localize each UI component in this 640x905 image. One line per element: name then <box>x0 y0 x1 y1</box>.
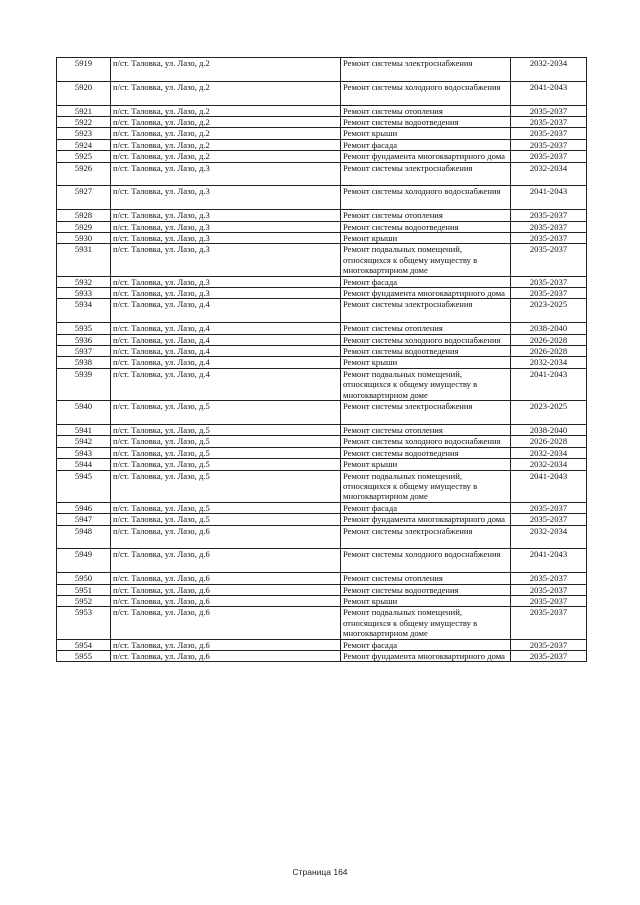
table-row <box>57 162 587 186</box>
row-number-cell: 5934 <box>57 299 111 323</box>
table-row <box>57 276 587 287</box>
address-cell: п/ст. Таловка, ул. Лазо, д.5 <box>111 502 341 513</box>
address-cell: п/ст. Таловка, ул. Лазо, д.4 <box>111 323 341 334</box>
address-cell: п/ст. Таловка, ул. Лазо, д.5 <box>111 459 341 470</box>
repair-schedule-table <box>56 57 587 662</box>
table-row <box>57 424 587 435</box>
row-number-cell: 5955 <box>57 651 111 662</box>
row-number-cell: 5940 <box>57 401 111 425</box>
period-cell: 2035-2037 <box>511 128 587 139</box>
page-number: Страница 164 <box>292 867 348 877</box>
table-row <box>57 514 587 525</box>
address-cell: п/ст. Таловка, ул. Лазо, д.2 <box>111 58 341 82</box>
period-cell: 2041-2043 <box>511 549 587 573</box>
period-cell: 2035-2037 <box>511 139 587 150</box>
row-number-cell: 5954 <box>57 639 111 650</box>
period-cell: 2035-2037 <box>511 584 587 595</box>
address-cell: п/ст. Таловка, ул. Лазо, д.5 <box>111 424 341 435</box>
work-type-cell: Ремонт системы водоотведения <box>341 346 511 357</box>
period-cell: 2035-2037 <box>511 233 587 244</box>
table-row <box>57 651 587 662</box>
work-type-cell: Ремонт системы отопления <box>341 323 511 334</box>
table-row <box>57 549 587 573</box>
row-number-cell: 5936 <box>57 334 111 345</box>
period-cell: 2032-2034 <box>511 162 587 186</box>
row-number-cell: 5938 <box>57 357 111 368</box>
table-row <box>57 607 587 639</box>
work-type-cell: Ремонт крыши <box>341 233 511 244</box>
period-cell: 2035-2037 <box>511 117 587 128</box>
row-number-cell: 5927 <box>57 186 111 210</box>
period-cell: 2035-2037 <box>511 276 587 287</box>
work-type-cell: Ремонт системы отопления <box>341 573 511 584</box>
address-cell: п/ст. Таловка, ул. Лазо, д.3 <box>111 244 341 276</box>
row-number-cell: 5931 <box>57 244 111 276</box>
address-cell: п/ст. Таловка, ул. Лазо, д.6 <box>111 525 341 549</box>
work-type-cell: Ремонт системы электроснабжения <box>341 401 511 425</box>
row-number-cell: 5945 <box>57 470 111 502</box>
address-cell: п/ст. Таловка, ул. Лазо, д.5 <box>111 470 341 502</box>
table-row <box>57 151 587 162</box>
address-cell: п/ст. Таловка, ул. Лазо, д.2 <box>111 105 341 116</box>
table-row <box>57 117 587 128</box>
work-type-cell: Ремонт системы водоотведения <box>341 117 511 128</box>
work-type-cell: Ремонт системы водоотведения <box>341 447 511 458</box>
period-cell: 2035-2037 <box>511 502 587 513</box>
row-number-cell: 5944 <box>57 459 111 470</box>
period-cell: 2035-2037 <box>511 514 587 525</box>
period-cell: 2026-2028 <box>511 334 587 345</box>
table-row <box>57 639 587 650</box>
period-cell: 2023-2025 <box>511 299 587 323</box>
address-cell: п/ст. Таловка, ул. Лазо, д.2 <box>111 117 341 128</box>
period-cell: 2032-2034 <box>511 357 587 368</box>
address-cell: п/ст. Таловка, ул. Лазо, д.5 <box>111 401 341 425</box>
address-cell: п/ст. Таловка, ул. Лазо, д.6 <box>111 549 341 573</box>
table-row <box>57 346 587 357</box>
period-cell: 2035-2037 <box>511 573 587 584</box>
period-cell: 2035-2037 <box>511 595 587 606</box>
work-type-cell: Ремонт системы холодного водоснабжения <box>341 334 511 345</box>
period-cell: 2035-2037 <box>511 210 587 221</box>
table-row <box>57 139 587 150</box>
row-number-cell: 5926 <box>57 162 111 186</box>
work-type-cell: Ремонт фундамента многоквартирного дома <box>341 151 511 162</box>
work-type-cell: Ремонт фасада <box>341 502 511 513</box>
work-type-cell: Ремонт системы водоотведения <box>341 221 511 232</box>
address-cell: п/ст. Таловка, ул. Лазо, д.6 <box>111 584 341 595</box>
work-type-cell: Ремонт системы холодного водоснабжения <box>341 549 511 573</box>
period-cell: 2026-2028 <box>511 346 587 357</box>
work-type-cell: Ремонт системы отопления <box>341 105 511 116</box>
row-number-cell: 5950 <box>57 573 111 584</box>
table-row <box>57 368 587 400</box>
address-cell: п/ст. Таловка, ул. Лазо, д.5 <box>111 436 341 447</box>
table-row <box>57 105 587 116</box>
address-cell: п/ст. Таловка, ул. Лазо, д.2 <box>111 139 341 150</box>
table-row <box>57 299 587 323</box>
address-cell: п/ст. Таловка, ул. Лазо, д.5 <box>111 514 341 525</box>
row-number-cell: 5920 <box>57 81 111 105</box>
row-number-cell: 5919 <box>57 58 111 82</box>
table-body <box>57 58 587 662</box>
row-number-cell: 5953 <box>57 607 111 639</box>
work-type-cell: Ремонт системы отопления <box>341 210 511 221</box>
table-row <box>57 525 587 549</box>
address-cell: п/ст. Таловка, ул. Лазо, д.3 <box>111 210 341 221</box>
address-cell: п/ст. Таловка, ул. Лазо, д.3 <box>111 233 341 244</box>
table-row <box>57 210 587 221</box>
work-type-cell: Ремонт системы отопления <box>341 424 511 435</box>
work-type-cell: Ремонт фундамента многоквартирного дома <box>341 651 511 662</box>
table-row <box>57 401 587 425</box>
address-cell: п/ст. Таловка, ул. Лазо, д.3 <box>111 162 341 186</box>
work-type-cell: Ремонт подвальных помещений, относящихся к общему имуществу в многоквартирном доме <box>341 244 511 276</box>
work-type-cell: Ремонт крыши <box>341 357 511 368</box>
period-cell: 2032-2034 <box>511 447 587 458</box>
period-cell: 2035-2037 <box>511 288 587 299</box>
work-type-cell: Ремонт подвальных помещений, относящихся к общему имуществу в многоквартирном доме <box>341 368 511 400</box>
row-number-cell: 5948 <box>57 525 111 549</box>
period-cell: 2035-2037 <box>511 639 587 650</box>
table-row <box>57 573 587 584</box>
address-cell: п/ст. Таловка, ул. Лазо, д.2 <box>111 128 341 139</box>
period-cell: 2032-2034 <box>511 58 587 82</box>
table-row <box>57 436 587 447</box>
row-number-cell: 5923 <box>57 128 111 139</box>
work-type-cell: Ремонт фасада <box>341 639 511 650</box>
work-type-cell: Ремонт системы электроснабжения <box>341 58 511 82</box>
row-number-cell: 5943 <box>57 447 111 458</box>
address-cell: п/ст. Таловка, ул. Лазо, д.4 <box>111 334 341 345</box>
table-row <box>57 244 587 276</box>
row-number-cell: 5941 <box>57 424 111 435</box>
period-cell: 2035-2037 <box>511 651 587 662</box>
period-cell: 2041-2043 <box>511 368 587 400</box>
table-row <box>57 221 587 232</box>
period-cell: 2035-2037 <box>511 607 587 639</box>
table-row <box>57 233 587 244</box>
work-type-cell: Ремонт фундамента многоквартирного дома <box>341 288 511 299</box>
table-row <box>57 447 587 458</box>
period-cell: 2023-2025 <box>511 401 587 425</box>
address-cell: п/ст. Таловка, ул. Лазо, д.2 <box>111 151 341 162</box>
table-row <box>57 81 587 105</box>
period-cell: 2041-2043 <box>511 470 587 502</box>
row-number-cell: 5928 <box>57 210 111 221</box>
row-number-cell: 5932 <box>57 276 111 287</box>
address-cell: п/ст. Таловка, ул. Лазо, д.6 <box>111 651 341 662</box>
work-type-cell: Ремонт системы холодного водоснабжения <box>341 81 511 105</box>
period-cell: 2038-2040 <box>511 424 587 435</box>
work-type-cell: Ремонт системы электроснабжения <box>341 299 511 323</box>
period-cell: 2041-2043 <box>511 186 587 210</box>
table-row <box>57 323 587 334</box>
table-row <box>57 584 587 595</box>
table-row <box>57 288 587 299</box>
table-row <box>57 470 587 502</box>
work-type-cell: Ремонт крыши <box>341 459 511 470</box>
table-row <box>57 357 587 368</box>
period-cell: 2035-2037 <box>511 244 587 276</box>
address-cell: п/ст. Таловка, ул. Лазо, д.3 <box>111 288 341 299</box>
row-number-cell: 5942 <box>57 436 111 447</box>
address-cell: п/ст. Таловка, ул. Лазо, д.3 <box>111 221 341 232</box>
work-type-cell: Ремонт системы электроснабжения <box>341 525 511 549</box>
period-cell: 2032-2034 <box>511 525 587 549</box>
row-number-cell: 5922 <box>57 117 111 128</box>
address-cell: п/ст. Таловка, ул. Лазо, д.4 <box>111 346 341 357</box>
work-type-cell: Ремонт системы водоотведения <box>341 584 511 595</box>
address-cell: п/ст. Таловка, ул. Лазо, д.6 <box>111 607 341 639</box>
work-type-cell: Ремонт крыши <box>341 128 511 139</box>
period-cell: 2035-2037 <box>511 151 587 162</box>
row-number-cell: 5924 <box>57 139 111 150</box>
period-cell: 2038-2040 <box>511 323 587 334</box>
address-cell: п/ст. Таловка, ул. Лазо, д.6 <box>111 573 341 584</box>
row-number-cell: 5949 <box>57 549 111 573</box>
table-row <box>57 595 587 606</box>
address-cell: п/ст. Таловка, ул. Лазо, д.3 <box>111 276 341 287</box>
row-number-cell: 5933 <box>57 288 111 299</box>
table-row <box>57 502 587 513</box>
row-number-cell: 5929 <box>57 221 111 232</box>
table-row <box>57 128 587 139</box>
work-type-cell: Ремонт системы электроснабжения <box>341 162 511 186</box>
period-cell: 2035-2037 <box>511 105 587 116</box>
row-number-cell: 5951 <box>57 584 111 595</box>
work-type-cell: Ремонт крыши <box>341 595 511 606</box>
row-number-cell: 5925 <box>57 151 111 162</box>
work-type-cell: Ремонт системы холодного водоснабжения <box>341 436 511 447</box>
row-number-cell: 5947 <box>57 514 111 525</box>
address-cell: п/ст. Таловка, ул. Лазо, д.3 <box>111 186 341 210</box>
work-type-cell: Ремонт фасада <box>341 139 511 150</box>
work-type-cell: Ремонт фасада <box>341 276 511 287</box>
address-cell: п/ст. Таловка, ул. Лазо, д.4 <box>111 299 341 323</box>
period-cell: 2026-2028 <box>511 436 587 447</box>
row-number-cell: 5939 <box>57 368 111 400</box>
address-cell: п/ст. Таловка, ул. Лазо, д.4 <box>111 357 341 368</box>
work-type-cell: Ремонт системы холодного водоснабжения <box>341 186 511 210</box>
work-type-cell: Ремонт подвальных помещений, относящихся к общему имуществу в многоквартирном доме <box>341 470 511 502</box>
table-row <box>57 186 587 210</box>
work-type-cell: Ремонт подвальных помещений, относящихся к общему имуществу в многоквартирном доме <box>341 607 511 639</box>
table-row <box>57 58 587 82</box>
address-cell: п/ст. Таловка, ул. Лазо, д.2 <box>111 81 341 105</box>
period-cell: 2035-2037 <box>511 221 587 232</box>
row-number-cell: 5946 <box>57 502 111 513</box>
address-cell: п/ст. Таловка, ул. Лазо, д.6 <box>111 639 341 650</box>
period-cell: 2041-2043 <box>511 81 587 105</box>
row-number-cell: 5930 <box>57 233 111 244</box>
row-number-cell: 5921 <box>57 105 111 116</box>
period-cell: 2032-2034 <box>511 459 587 470</box>
address-cell: п/ст. Таловка, ул. Лазо, д.5 <box>111 447 341 458</box>
table-row <box>57 334 587 345</box>
row-number-cell: 5935 <box>57 323 111 334</box>
work-type-cell: Ремонт фундамента многоквартирного дома <box>341 514 511 525</box>
address-cell: п/ст. Таловка, ул. Лазо, д.6 <box>111 595 341 606</box>
row-number-cell: 5937 <box>57 346 111 357</box>
address-cell: п/ст. Таловка, ул. Лазо, д.4 <box>111 368 341 400</box>
table-row <box>57 459 587 470</box>
row-number-cell: 5952 <box>57 595 111 606</box>
